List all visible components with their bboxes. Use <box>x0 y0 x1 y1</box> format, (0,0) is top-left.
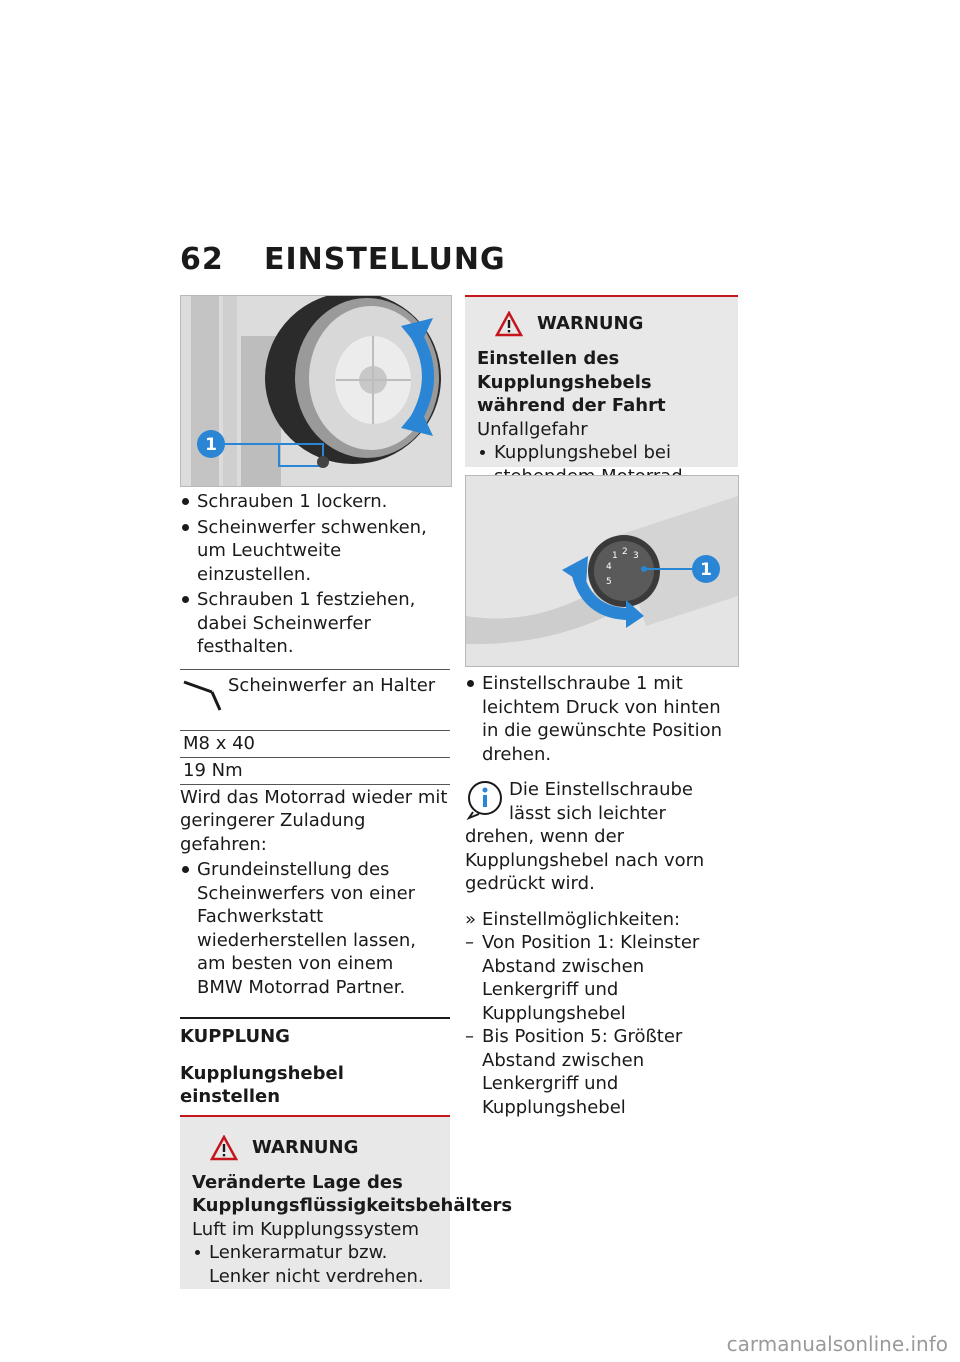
left-column <box>180 490 513 1289</box>
callout-number: 1 <box>205 435 217 455</box>
page-number: 62 <box>180 242 224 277</box>
warning-box <box>465 295 738 467</box>
list-item: Schrauben 1 festziehen, dabei Scheinwerfer festhalten. <box>180 588 450 659</box>
warning-icon <box>210 1135 238 1161</box>
paragraph: Wird das Motorrad wieder mit geringerer Zuladung gefahren: <box>180 786 448 855</box>
warning-heading <box>477 311 726 337</box>
dial-number: 5 <box>606 577 612 587</box>
page-title: EINSTELLUNG <box>264 242 506 277</box>
note-text: Die Einstellschraube lässt sich leichter drehen, wenn der Kupplungshebel nach vorn gedrückt wird. <box>465 779 705 894</box>
page-heading <box>180 242 506 277</box>
subsection-title: Kupplungshebel einstellen <box>180 1062 344 1107</box>
warning-label: WARNUNG <box>537 313 644 335</box>
list-item: – Bis Position 5: Größter Abstand zwischen Lenkergriff und Kupplungshebel <box>465 1025 735 1119</box>
dial-number: 3 <box>633 551 639 561</box>
callout-number: 1 <box>700 560 712 580</box>
dial-number: 2 <box>622 547 628 557</box>
wrench-icon <box>180 674 228 716</box>
warning-bullet: Lenkerarmatur bzw. Lenker nicht verdrehen. <box>192 1241 438 1288</box>
clutch-lever-figure <box>465 475 739 667</box>
warning-heading <box>192 1135 438 1161</box>
section-title: KUPPLUNG <box>180 1026 290 1047</box>
list-item: Einstellschraube 1 mit leichtem Druck von hinten in die gewünschte Position drehen. <box>465 672 735 766</box>
warning-title: Einstellen des Kupplungshebels während der Fahrt <box>477 348 666 416</box>
section-rule <box>180 1017 450 1019</box>
warning-bullet: Kupplungshebel bei <box>477 441 726 512</box>
headlight-figure <box>180 295 452 487</box>
note <box>465 778 735 896</box>
list-item: Schrauben 1 lockern. <box>180 490 450 514</box>
options-label: » Einstellmöglichkeiten: <box>465 908 735 932</box>
list-item: Grundeinstellung des Scheinwerfers von einer Fachwerkstatt wiederherstellen lassen, am besten von einem BMW Motorrad Partner. <box>180 858 450 999</box>
dial-number: 1 <box>612 551 618 561</box>
warning-title: Veränderte Lage des Kupplungsflüssigkeitsbehälters <box>192 1171 513 1216</box>
torque-table <box>180 669 450 785</box>
warning-icon <box>495 311 523 337</box>
list-item: Scheinwerfer schwenken, um Leuchtweite einzustellen. <box>180 516 450 587</box>
watermark: carmanualsonline.info <box>726 1332 948 1356</box>
right-column <box>465 295 738 467</box>
clutch-lever-illustration <box>466 476 738 666</box>
dial-number: 4 <box>606 562 612 572</box>
warning-box <box>180 1117 513 1289</box>
info-icon <box>465 778 505 820</box>
torque-label-row <box>180 670 450 730</box>
headlight-illustration <box>181 296 451 486</box>
torque-value: 19 Nm <box>180 757 450 784</box>
torque-label: Scheinwerfer an Halter <box>228 674 436 696</box>
warning-hazard: Luft im Kupplungssystem <box>192 1218 420 1240</box>
list-item: – Von Position 1: Kleinster Abstand zwischen Lenkergriff und Kupplungshebel <box>465 931 735 1025</box>
warning-label: WARNUNG <box>252 1136 359 1158</box>
right-text <box>465 672 735 1119</box>
torque-size: M8 x 40 <box>180 730 450 757</box>
warning-hazard: Unfallgefahr <box>477 418 588 440</box>
